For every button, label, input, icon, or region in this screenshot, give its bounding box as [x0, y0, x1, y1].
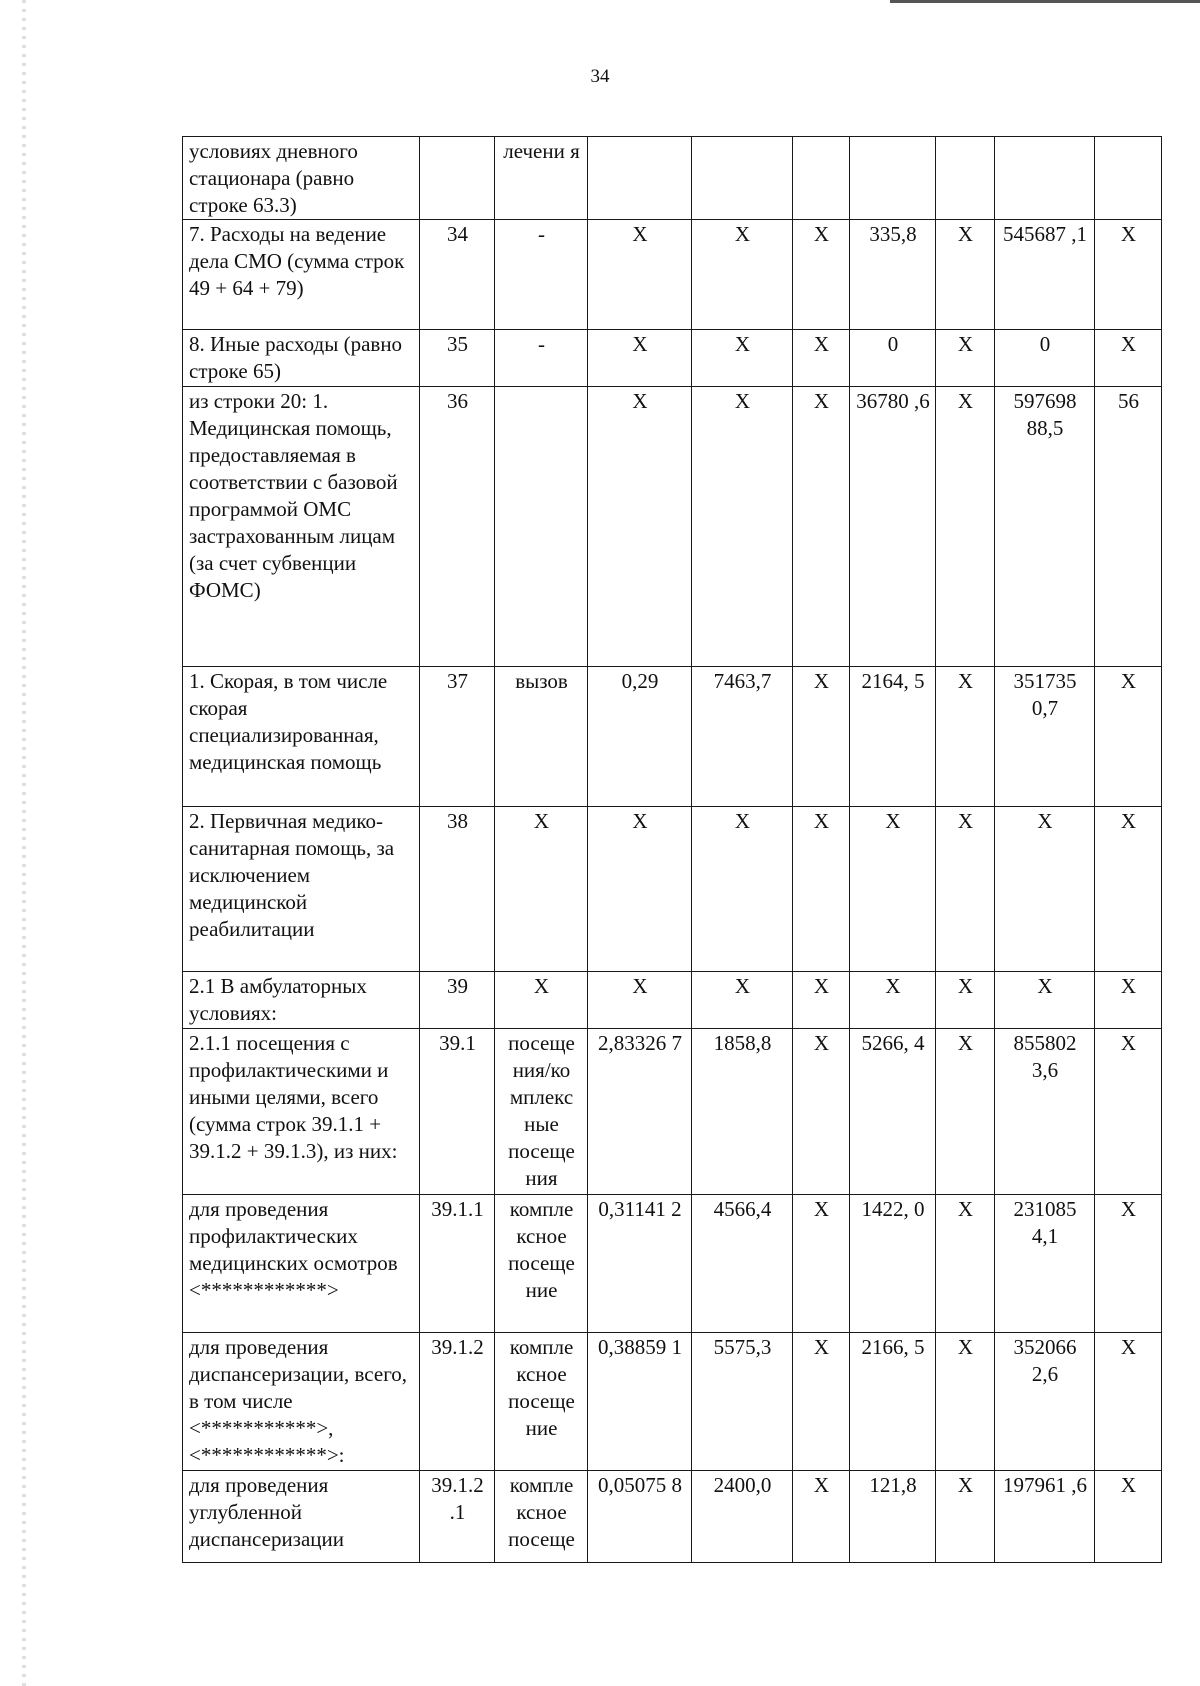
- row-cell: 0,29: [588, 667, 692, 807]
- row-name: 7. Расходы на ведение дела СМО (сумма строк 49 + 64 + 79): [183, 220, 420, 330]
- row-code: 35: [420, 330, 495, 387]
- row-cell: 2,83326 7: [588, 1029, 692, 1195]
- tariff-table: [182, 136, 1162, 1563]
- row-cell: Х: [588, 330, 692, 387]
- row-cell: Х: [793, 1195, 850, 1333]
- row-code: 36: [420, 387, 495, 667]
- row-unit: посеще ния/ко мплекс ные посеще ния: [495, 1029, 588, 1195]
- row-cell: Х: [1095, 330, 1162, 387]
- row-cell: Х: [793, 1333, 850, 1471]
- row-name: 2. Первичная медико-санитарная помощь, за исключением медицинской реабилитации: [183, 807, 420, 972]
- table-row: [183, 1029, 1162, 1195]
- table-row: [183, 137, 1162, 220]
- row-cell: Х: [936, 330, 995, 387]
- row-cell: 197961 ,6: [995, 1471, 1095, 1563]
- row-code: 39.1.2 .1: [420, 1471, 495, 1563]
- row-cell: Х: [995, 807, 1095, 972]
- row-code: 38: [420, 807, 495, 972]
- row-cell: Х: [793, 807, 850, 972]
- row-name: 1. Скорая, в том числе скорая специализированная, медицинская помощь: [183, 667, 420, 807]
- row-cell: Х: [692, 387, 793, 667]
- row-cell: Х: [692, 807, 793, 972]
- row-cell: 0,31141 2: [588, 1195, 692, 1333]
- table-row: [183, 972, 1162, 1029]
- row-cell: Х: [692, 330, 793, 387]
- row-cell: Х: [588, 807, 692, 972]
- scan-edge-artifact: [22, 0, 26, 1686]
- row-unit: вызов: [495, 667, 588, 807]
- row-code: 39.1.1: [420, 1195, 495, 1333]
- row-cell: Х: [793, 1029, 850, 1195]
- row-cell: 0: [850, 330, 936, 387]
- row-cell: Х: [936, 807, 995, 972]
- row-cell: 7463,7: [692, 667, 793, 807]
- row-code: 37: [420, 667, 495, 807]
- row-cell: Х: [793, 220, 850, 330]
- row-cell: Х: [936, 972, 995, 1029]
- row-cell: [692, 137, 793, 220]
- row-name: 8. Иные расходы (равно строке 65): [183, 330, 420, 387]
- table-row: [183, 807, 1162, 972]
- row-cell: 5266, 4: [850, 1029, 936, 1195]
- row-code: 39: [420, 972, 495, 1029]
- row-cell: [588, 137, 692, 220]
- row-cell: 352066 2,6: [995, 1333, 1095, 1471]
- row-cell: Х: [692, 220, 793, 330]
- table-body: [183, 137, 1162, 1563]
- table-row: [183, 667, 1162, 807]
- row-code: 34: [420, 220, 495, 330]
- row-name: 2.1 В амбулаторных условиях:: [183, 972, 420, 1029]
- row-cell: [936, 137, 995, 220]
- row-cell: [850, 137, 936, 220]
- row-name: 2.1.1 посещения с профилактическими и иными целями, всего (сумма строк 39.1.1 + 39.1.2 + 39.1.3), из них:: [183, 1029, 420, 1195]
- row-cell: Х: [1095, 667, 1162, 807]
- row-cell: Х: [588, 220, 692, 330]
- row-cell: Х: [793, 667, 850, 807]
- row-unit: -: [495, 220, 588, 330]
- row-cell: Х: [1095, 972, 1162, 1029]
- row-cell: Х: [588, 972, 692, 1029]
- row-code: 39.1: [420, 1029, 495, 1195]
- top-rule: [890, 0, 1200, 3]
- row-cell: [793, 137, 850, 220]
- row-cell: Х: [850, 807, 936, 972]
- row-cell: Х: [995, 972, 1095, 1029]
- row-name: для проведения диспансеризации, всего, в том числе <***********>, <************>:: [183, 1333, 420, 1471]
- table-row: [183, 330, 1162, 387]
- row-code: 39.1.2: [420, 1333, 495, 1471]
- row-cell: 2166, 5: [850, 1333, 936, 1471]
- row-cell: Х: [936, 220, 995, 330]
- row-cell: Х: [793, 972, 850, 1029]
- row-name: из строки 20: 1. Медицинская помощь, предоставляемая в соответствии с базовой программой ОМС застрахованным лицам (за счет субвенции ФОМС): [183, 387, 420, 667]
- row-cell: [1095, 137, 1162, 220]
- row-cell: Х: [1095, 1029, 1162, 1195]
- row-cell: 545687 ,1: [995, 220, 1095, 330]
- row-cell: 351735 0,7: [995, 667, 1095, 807]
- row-unit: Х: [495, 972, 588, 1029]
- row-cell: Х: [936, 1333, 995, 1471]
- row-code: [420, 137, 495, 220]
- row-cell: Х: [793, 387, 850, 667]
- row-cell: Х: [850, 972, 936, 1029]
- row-cell: Х: [793, 1471, 850, 1563]
- table-row: [183, 1471, 1162, 1563]
- row-cell: 121,8: [850, 1471, 936, 1563]
- row-cell: 2164, 5: [850, 667, 936, 807]
- row-cell: Х: [1095, 1195, 1162, 1333]
- row-cell: 2400,0: [692, 1471, 793, 1563]
- row-cell: Х: [936, 667, 995, 807]
- row-cell: [995, 137, 1095, 220]
- table-row: [183, 387, 1162, 667]
- row-unit: -: [495, 330, 588, 387]
- row-cell: Х: [692, 972, 793, 1029]
- row-cell: 5575,3: [692, 1333, 793, 1471]
- row-cell: Х: [936, 1195, 995, 1333]
- row-unit: компле ксное посеще: [495, 1471, 588, 1563]
- row-cell: 0,38859 1: [588, 1333, 692, 1471]
- row-cell: Х: [588, 387, 692, 667]
- row-cell: 335,8: [850, 220, 936, 330]
- row-cell: Х: [936, 387, 995, 667]
- row-unit: Х: [495, 807, 588, 972]
- row-cell: Х: [936, 1029, 995, 1195]
- row-cell: Х: [1095, 1471, 1162, 1563]
- row-unit: компле ксное посеще ние: [495, 1195, 588, 1333]
- table-row: [183, 1333, 1162, 1471]
- row-cell: 0,05075 8: [588, 1471, 692, 1563]
- row-cell: Х: [793, 330, 850, 387]
- row-name: для проведения профилактических медицинских осмотров <************>: [183, 1195, 420, 1333]
- row-unit: [495, 387, 588, 667]
- row-cell: 36780 ,6: [850, 387, 936, 667]
- row-cell: 855802 3,6: [995, 1029, 1095, 1195]
- row-cell: 231085 4,1: [995, 1195, 1095, 1333]
- row-cell: Х: [1095, 1333, 1162, 1471]
- row-cell: Х: [936, 1471, 995, 1563]
- row-name: для проведения углубленной диспансеризации: [183, 1471, 420, 1563]
- row-cell: Х: [1095, 807, 1162, 972]
- row-cell: 597698 88,5: [995, 387, 1095, 667]
- row-cell: Х: [1095, 220, 1162, 330]
- row-unit: лечени я: [495, 137, 588, 220]
- row-cell: 56: [1095, 387, 1162, 667]
- row-name: условиях дневного стационара (равно строке 63.3): [183, 137, 420, 220]
- row-cell: 4566,4: [692, 1195, 793, 1333]
- row-cell: 1858,8: [692, 1029, 793, 1195]
- row-unit: компле ксное посеще ние: [495, 1333, 588, 1471]
- row-cell: 1422, 0: [850, 1195, 936, 1333]
- table-row: [183, 1195, 1162, 1333]
- table-row: [183, 220, 1162, 330]
- row-cell: 0: [995, 330, 1095, 387]
- page-number: 34: [590, 66, 610, 87]
